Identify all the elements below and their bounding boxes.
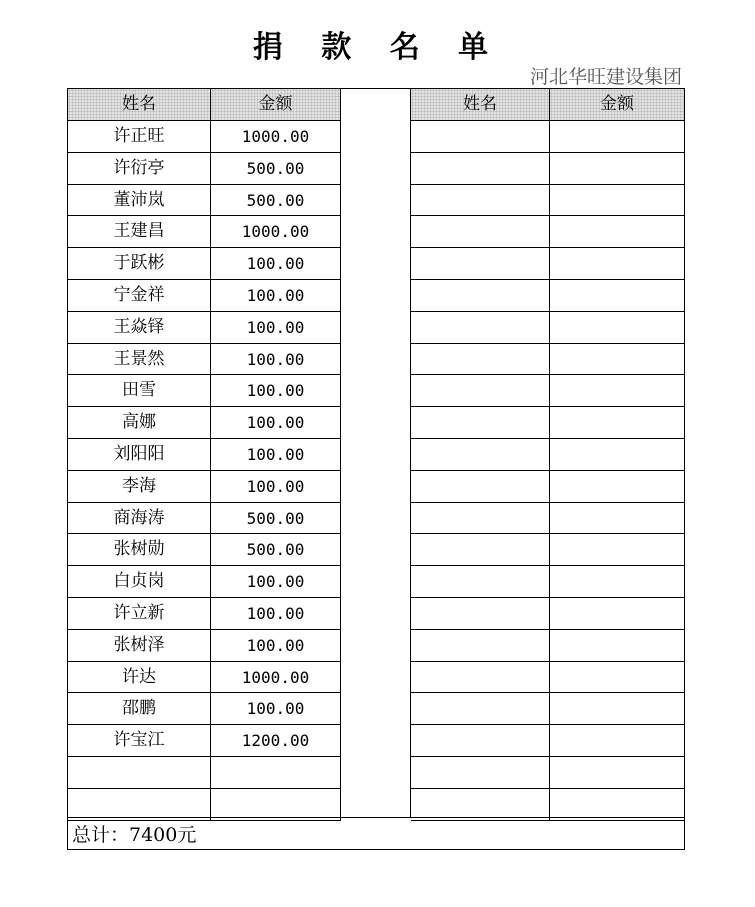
right-cell-amount [550, 725, 684, 757]
left-cell-amount: 100.00 [211, 439, 341, 471]
left-cell-name: 董沛岚 [68, 185, 211, 217]
left-cell-name: 商海涛 [68, 503, 211, 535]
left-cell-amount: 100.00 [211, 693, 341, 725]
left-cell-name: 许衍亭 [68, 153, 211, 185]
left-cell-amount: 100.00 [211, 598, 341, 630]
right-cell-amount [550, 185, 684, 217]
left-cell-amount [211, 789, 341, 821]
left-cell-amount: 500.00 [211, 534, 341, 566]
right-cell-name [411, 534, 550, 566]
left-cell-amount: 1000.00 [211, 121, 341, 153]
right-header-name: 姓名 [411, 89, 550, 121]
right-cell-amount [550, 503, 684, 535]
left-cell-amount: 500.00 [211, 503, 341, 535]
left-cell-amount: 100.00 [211, 280, 341, 312]
right-cell-name [411, 662, 550, 694]
left-cell-name: 刘阳阳 [68, 439, 211, 471]
right-cell-amount [550, 757, 684, 789]
right-cell-name [411, 312, 550, 344]
left-cell-amount: 1200.00 [211, 725, 341, 757]
right-cell-amount [550, 407, 684, 439]
right-cell-amount [550, 662, 684, 694]
page-title: 捐 款 名 单 [252, 30, 503, 65]
right-cell-name [411, 153, 550, 185]
left-cell-name: 白贞岗 [68, 566, 211, 598]
right-cell-amount [550, 248, 684, 280]
right-cell-name [411, 757, 550, 789]
right-cell-amount [550, 280, 684, 312]
left-cell-amount: 100.00 [211, 375, 341, 407]
right-cell-amount [550, 598, 684, 630]
right-cell-amount [550, 630, 684, 662]
left-cell-amount: 1000.00 [211, 216, 341, 248]
right-cell-name [411, 375, 550, 407]
left-cell-amount: 500.00 [211, 185, 341, 217]
total-divider [68, 817, 684, 818]
right-cell-name [411, 566, 550, 598]
right-cell-amount [550, 312, 684, 344]
left-cell-amount: 100.00 [211, 312, 341, 344]
left-cell-name: 王建昌 [68, 216, 211, 248]
right-cell-amount [550, 471, 684, 503]
right-cell-name [411, 248, 550, 280]
right-cell-amount [550, 439, 684, 471]
right-cell-name [411, 185, 550, 217]
donation-table [67, 88, 685, 850]
right-cell-name [411, 471, 550, 503]
right-cell-amount [550, 789, 684, 821]
right-cell-name [411, 280, 550, 312]
right-cell-name [411, 344, 550, 376]
right-cell-amount [550, 566, 684, 598]
left-header-name: 姓名 [68, 89, 211, 121]
right-cell-name [411, 407, 550, 439]
left-cell-name: 许正旺 [68, 121, 211, 153]
right-cell-amount [550, 121, 684, 153]
left-cell-amount [211, 757, 341, 789]
right-cell-amount [550, 534, 684, 566]
total-amount: 总计：7400元 [72, 824, 197, 846]
left-cell-name: 宁金祥 [68, 280, 211, 312]
right-cell-name [411, 121, 550, 153]
left-cell-amount: 100.00 [211, 630, 341, 662]
right-cell-name [411, 789, 550, 821]
left-cell-amount: 500.00 [211, 153, 341, 185]
right-cell-name [411, 503, 550, 535]
left-cell-amount: 100.00 [211, 566, 341, 598]
left-cell-name: 张树泽 [68, 630, 211, 662]
table-gap-column [341, 89, 411, 818]
left-cell-amount: 100.00 [211, 248, 341, 280]
right-cell-amount [550, 693, 684, 725]
right-cell-amount [550, 344, 684, 376]
left-cell-amount: 1000.00 [211, 662, 341, 694]
left-cell-name: 许达 [68, 662, 211, 694]
left-cell-name: 许宝江 [68, 725, 211, 757]
right-cell-amount [550, 153, 684, 185]
left-cell-name: 王景然 [68, 344, 211, 376]
left-cell-name: 邵鹏 [68, 693, 211, 725]
right-header-amount: 金额 [550, 89, 684, 121]
left-cell-name: 王焱铎 [68, 312, 211, 344]
right-cell-name [411, 725, 550, 757]
left-cell-amount: 100.00 [211, 407, 341, 439]
left-cell-name: 高娜 [68, 407, 211, 439]
organization-name: 河北华旺建设集团 [529, 66, 682, 88]
left-cell-name: 许立新 [68, 598, 211, 630]
right-cell-amount [550, 375, 684, 407]
right-cell-name [411, 693, 550, 725]
right-cell-name [411, 630, 550, 662]
right-cell-name [411, 439, 550, 471]
left-cell-name: 张树勋 [68, 534, 211, 566]
right-cell-name [411, 598, 550, 630]
left-cell-name: 田雪 [68, 375, 211, 407]
left-cell-amount: 100.00 [211, 344, 341, 376]
left-cell-name [68, 789, 211, 821]
left-cell-name: 李海 [68, 471, 211, 503]
left-header-amount: 金额 [211, 89, 341, 121]
left-cell-name: 于跃彬 [68, 248, 211, 280]
right-cell-name [411, 216, 550, 248]
right-cell-amount [550, 216, 684, 248]
left-cell-amount: 100.00 [211, 471, 341, 503]
left-cell-name [68, 757, 211, 789]
